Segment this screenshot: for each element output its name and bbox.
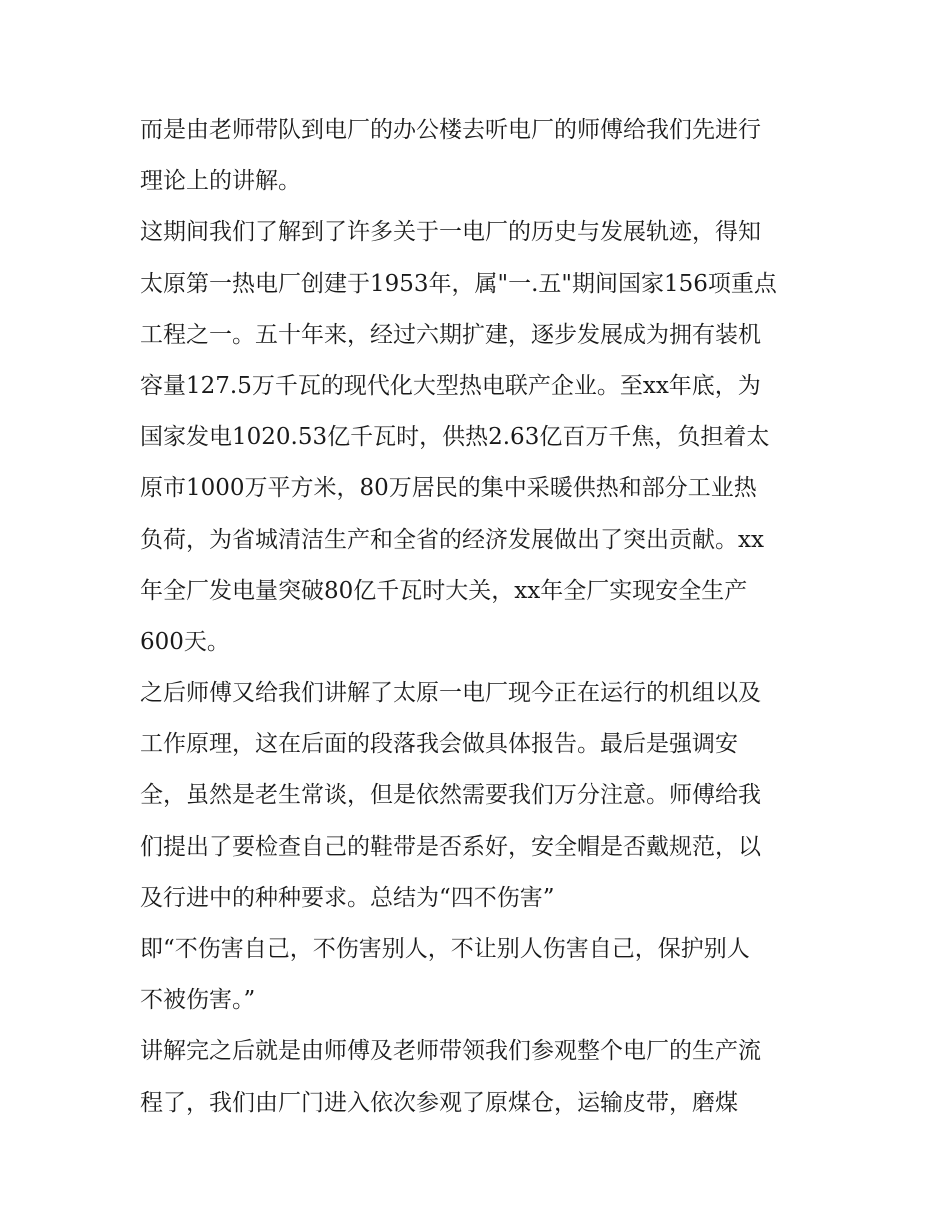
text-line: 们提出了要检查自己的鞋带是否系好，安全帽是否戴规范，以 [140, 833, 761, 860]
text-line: 及行进中的种种要求。总结为“四不伤害” [140, 884, 555, 911]
text-line: 不被伤害。” [140, 987, 256, 1014]
text-line: 年全厂发电量突破80亿千瓦时大关，xx年全厂实现安全生产 [140, 577, 748, 604]
text-line: 国家发电1020.53亿千瓦时，供热2.63亿百万千焦，负担着太 [140, 424, 770, 451]
text-line: 讲解完之后就是由师傅及老师带领我们参观整个电厂的生产流 [140, 1038, 761, 1065]
text-line: 工作原理，这在后面的段落我会做具体报告。最后是强调安 [140, 731, 738, 758]
document-body [140, 105, 820, 1129]
text-line: 这期间我们了解到了许多关于一电厂的历史与发展轨迹，得知 [140, 219, 761, 246]
text-line: 全，虽然是老生常谈，但是依然需要我们万分注意。师傅给我 [140, 782, 761, 809]
text-line: 之后师傅又给我们讲解了太原一电厂现今正在运行的机组以及 [140, 680, 761, 707]
text-line: 容量127.5万千瓦的现代化大型热电联产企业。至xx年底，为 [140, 372, 761, 399]
text-line: 即“不伤害自己，不伤害别人，不让别人伤害自己，保护别人 [140, 936, 750, 962]
text-line: 理论上的讲解。 [140, 168, 301, 195]
text-line: 程了，我们由厂门进入依次参观了原煤仓，运输皮带，磨煤 [140, 1089, 738, 1116]
text-line: 而是由老师带队到电厂的办公楼去听电厂的师傅给我们先进行 [140, 117, 761, 143]
text-line: 原市1000万平方米，80万居民的集中采暖供热和部分工业热 [140, 475, 757, 502]
text-line: 600天。 [140, 628, 230, 655]
text-line: 负荷，为省城清洁生产和全省的经济发展做出了突出贡献。xx [140, 526, 764, 553]
text-line: 太原第一热电厂创建于1953年，属"一.五"期间国家156项重点 [140, 270, 777, 297]
text-line: 工程之一。五十年来，经过六期扩建，逐步发展成为拥有装机 [140, 321, 761, 348]
